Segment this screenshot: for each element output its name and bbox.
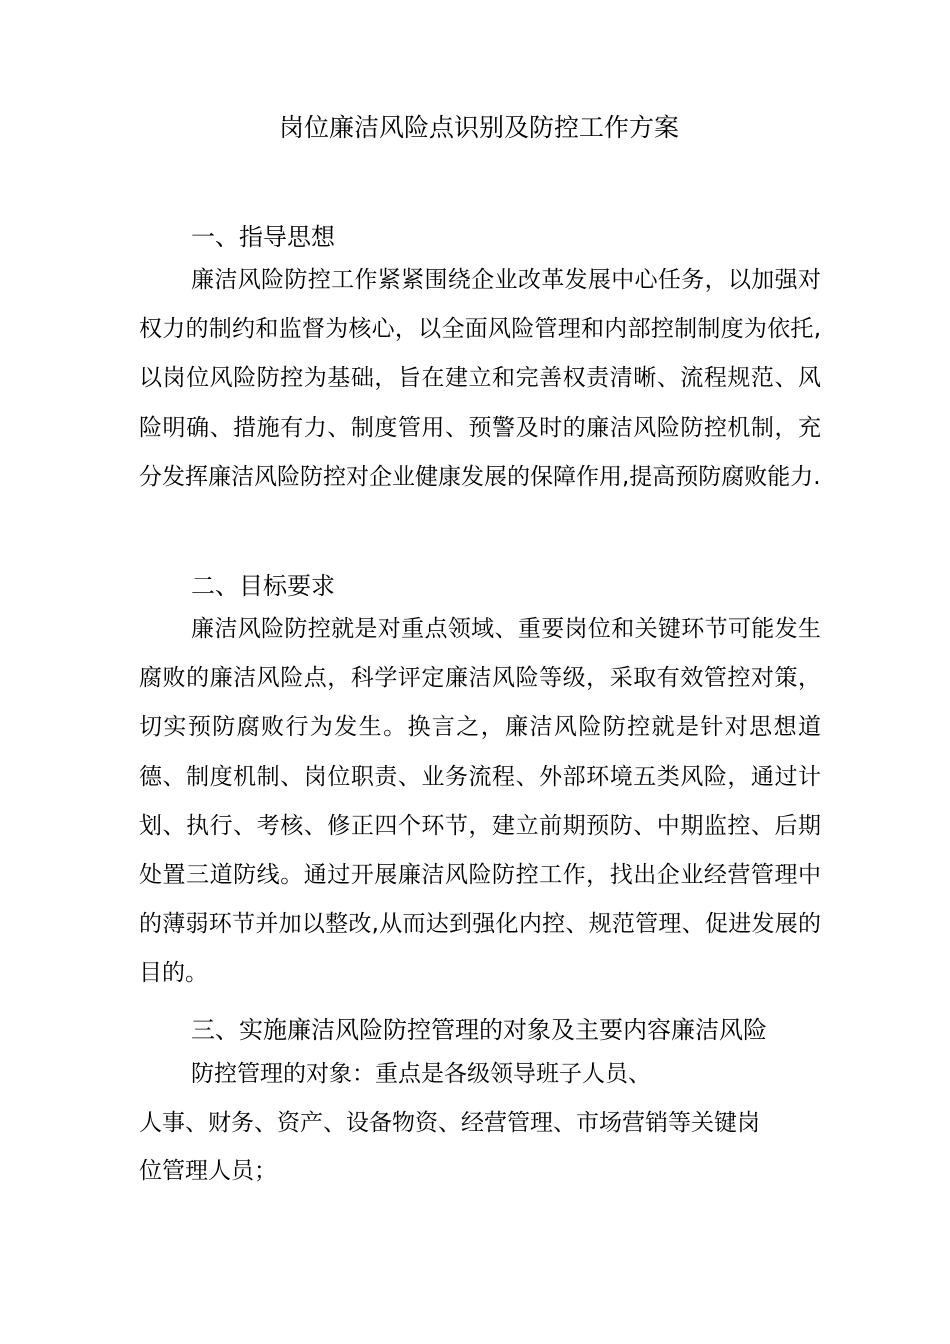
section1-heading: 一、指导思想: [191, 223, 335, 251]
section3-heading: 三、实施廉洁风险防控管理的对象及主要内容廉洁风险: [191, 1016, 767, 1044]
section1-body: 廉洁风险防控工作紧紧围绕企业改革发展中心任务，以加强对权力的制约和监督为核心，以全面风险管理和内部控制制度为依托,以岗位风险防控为基础，旨在建立和完善权责清晰、流程规范、风险明确、措施有力、制度管用、预警及时的廉洁风险防控机制，充分发挥廉洁风险防控对企业健康发展的保障作用,提高预防腐败能力.: [139, 267, 821, 490]
section3-line2: 人事、财务、资产、设备物资、经营管理、市场营销等关键岗: [139, 1110, 760, 1136]
document-title: 岗位廉洁风险点识别及防控工作方案: [278, 113, 679, 142]
section3-line3: 位管理人员；: [139, 1158, 277, 1184]
section3-line1: 防控管理的对象：重点是各级领导班子人员、: [191, 1061, 651, 1087]
section2-body: 廉洁风险防控就是对重点领域、重要岗位和关键环节可能发生腐败的廉洁风险点，科学评定廉洁风险等级，采取有效管控对策，切实预防腐败行为发生。换言之，廉洁风险防控就是针对思想道德、制度机制、岗位职责、业务流程、外部环境五类风险，通过计划、执行、考核、修正四个环节，建立前期预防、中期监控、后期处置三道防线。通过开展廉洁风险防控工作，找出企业经营管理中的薄弱环节并加以整改,从而达到强化内控、规范管理、促进发展的目的。: [139, 616, 821, 987]
section2-heading: 二、目标要求: [191, 572, 335, 600]
